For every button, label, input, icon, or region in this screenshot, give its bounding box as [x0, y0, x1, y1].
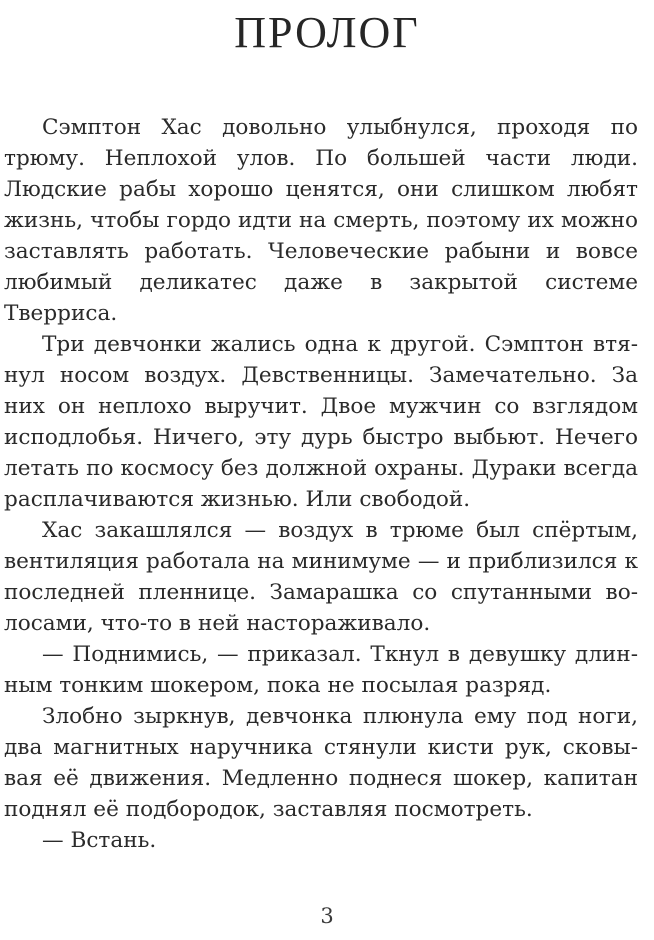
paragraph: — Поднимись, — приказал. Ткнул в девушку длинным тонким шокером, пока не посылая разряд.	[4, 642, 638, 698]
paragraph: Хас закашлялся — воздух в трюме был спёртым, вентиляция работала на минимуме — и приблизился к последней пленнице. Замарашка со спутанными волосами, что-то в ней настораживало.	[4, 518, 638, 636]
paragraph: Три девчонки жались одна к другой. Сэмптон втянул носом воздух. Девственницы. Замечательно. За них он неплохо выручит. Двое мужчин со взглядом исподлобья. Ничего, эту дурь быстро выбьют. Нечего летать по космосу без должной охраны. Дураки всегда расплачиваются жизнью. Или свободой.	[4, 332, 638, 512]
paragraph: Злобно зыркнув, девчонка плюнула ему под ноги, два магнитных наручника стянули кисти рук, сковывая её движения. Медленно поднеся шокер, капитан поднял её подбородок, заставляя посмотреть.	[4, 704, 638, 822]
chapter-body	[4, 112, 638, 856]
chapter-title: ПРОЛОГ	[234, 8, 420, 57]
page-number: 3	[320, 904, 334, 928]
paragraph: — Встань.	[42, 828, 157, 853]
paragraph: Сэмптон Хас довольно улыбнулся, проходя по трюму. Неплохой улов. По большей части люди. Людские рабы хорошо ценятся, они слишком любят жизнь, чтобы гордо идти на смерть, поэтому их можно заставлять работать. Человеческие рабыни и вовсе любимый деликатес даже в закрытой системе Тверриса.	[4, 115, 638, 326]
